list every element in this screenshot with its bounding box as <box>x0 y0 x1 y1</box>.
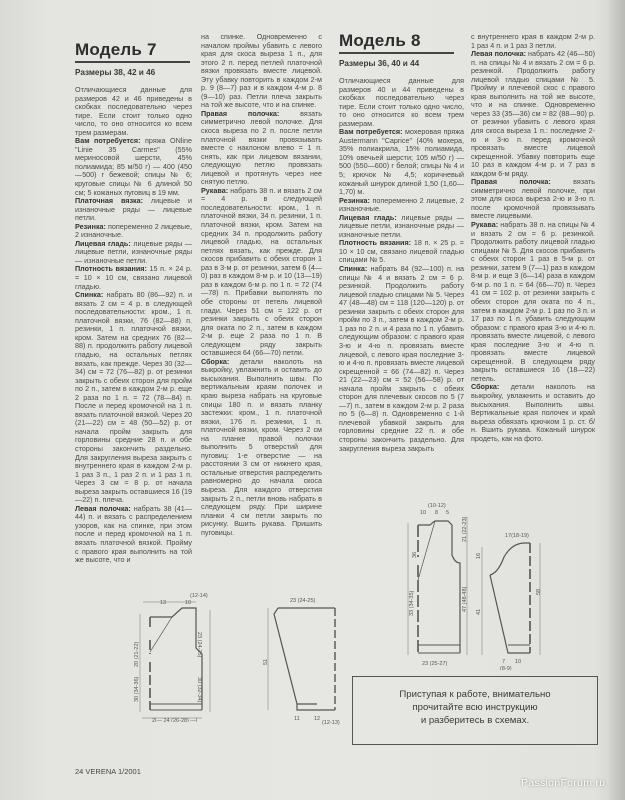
svg-text:23 (24-25): 23 (24-25) <box>290 598 316 604</box>
model8-back: Спинка: набрать 84 (92—100) п. на спицы № 4 и вязать 2 см = 6 р. резинкой. Продолжить работу лицевой гладью спицами № 5. Через 47 (48—48) см = 118 (120—120) р. от резинки закрыть с обеих сторон для пройм по 3 п., затем в каждом 2-м р. 1 раз по 2 п. и 4 раза по 1 п. убавить следующим образом: с правого края 3-ю и 4-ю п. провязать вместе лицевой, с левого края последние 3-ю и 4-ю п. провязать вместе лицевой скрещенной = 66 (74—82) п. Через 21 (22—23) см = 52 (56—58) р. от начала пройм закрыть с обеих сторон для плечевых скосов по 5 (7—7) п., затем в каждом 2-м р. 2 раза по 5 (6—8) п. Одновременно с 1-й плечевой убавкой закрыть для горловины средние 22 п. и обе стороны закончить раздельно. Для закругления выреза закрыть <box>339 264 464 453</box>
model8-stockinette: Лицевая гладь: лицевые ряды — лицевые петли, изнаночные ряды — изнаночные петли. <box>339 212 464 239</box>
model7-sizes: Размеры 38, 42 и 46 <box>75 68 156 77</box>
model7-column-2 <box>201 33 322 537</box>
svg-text:10: 10 <box>515 659 522 665</box>
model7-sleeve-diagram <box>268 608 340 710</box>
model7-gauge: Плотность вязания: 15 п. × 24 р. = 10 × 10 см, связано лицевой гладью. <box>75 264 192 291</box>
page-edge-shadow <box>609 0 625 800</box>
svg-text:23 (24-25): 23 (24-25) <box>196 632 202 658</box>
svg-text:10: 10 <box>185 600 192 606</box>
model7-right-front: Правая полочка: вязать симметрично левой полочке. Для скоса выреза по 2 п. после петли платочной вязки провязывать вместе с наклоном влево = 1 п. снять, как при лицевом вязании, следующую петлю провязать лицевой и протянуть через нее снятую петлю. <box>201 108 322 187</box>
model7-title: Модель 7 <box>75 40 157 59</box>
svg-text:10: 10 <box>420 510 427 516</box>
svg-text:51: 51 <box>263 658 269 665</box>
svg-text:7: 7 <box>502 659 506 665</box>
model7-stockinette: Лицевая гладь: лицевые ряды — лицевые петли, изнаночные ряды — изнаночные петли. <box>75 238 192 265</box>
svg-text:12: 12 <box>314 716 321 722</box>
model8-sleeves: Рукава: набрать 38 п. на спицы № 4 и вязать 2 см = 6 р. резинкой. Продолжить работу лицевой гладью спицами № 5. Для скосов прибавить с обеих сторон 1 раз в 5-м р. от резинки, затем 9 (7—1) раз в каждом 8-м р. и еще 3 (6—14) раза в каждом 6-м р. по 1 п. = 64 (66—70) п. Через 41 см = 102 р. от резинки закрыть с обеих сторон для оката по 4 п., затем в каждом 2-м р. 1 раз по 3 п. и 17 раз по 1 п. убавить следующим образом: с правого края 3-ю и 4-ю п. провязать вместе лицевой, с левого края последние 3-ю и 4-ю п. провязать вместе лицевой скрещенной. В следующем ряду закрыть оставшиеся 16 (18—22) петель. <box>471 220 595 383</box>
instructions-notice-box <box>352 676 598 745</box>
model8-assembly: Сборка: детали наколоть на выкройку, увлажнить и оставить до высыхания. Выполнить швы. Вертикальные края полочек и край выреза обвязать крючком 1 р. ст. б/н. Вшить рукава. Кожаный шнурок продеть, как на фото. <box>471 382 595 443</box>
svg-text:16: 16 <box>476 552 482 559</box>
svg-text:11: 11 <box>294 716 300 722</box>
model7-column-1 <box>75 86 192 565</box>
model8-front-diagram <box>408 517 467 655</box>
model8-back-cont: с внутреннего края в каждом 2-м р. 1 раз 4 п. и 1 раз 3 петли. <box>471 32 595 50</box>
model8-sleeve-diagram <box>482 543 540 655</box>
model7-garter-stitch: Платочная вязка: лицевые и изнаночные ряды — лицевые петли. <box>75 196 193 223</box>
svg-text:41: 41 <box>476 608 482 615</box>
svg-text:13: 13 <box>160 600 167 606</box>
model8-title: Модель 8 <box>339 31 421 50</box>
notice-line-3: и разберитесь в схемах. <box>420 715 530 726</box>
model7-schema <box>130 592 340 726</box>
svg-text:(12-14): (12-14) <box>190 593 208 599</box>
model7-sleeve-sub-label: (12-13) <box>322 720 340 726</box>
model7-intro: Отличающиеся данные для размеров 42 и 46 приведены в скобках последовательно через тире. Если стоит только одно число, то оно относится ко всем трем размерам. <box>75 85 192 137</box>
model8-rib: Резинка: попеременно 2 лицевые, 2 изнаночные. <box>339 195 464 214</box>
page-footer: 24 VERENA 1/2001 <box>75 767 141 776</box>
model7-assembly: Сборка: детали наколоть на выкройку, увлажнить и оставить до высыхания. Выполнить швы. По вертикальным краям полочек и краю выреза набрать на круговые спицы 180 п. и вязать планку застежки: кром., 1 п. платочной вязки, 176 п. резинки, 1 п. платочной вязки, кром. Через 2 см на планке правой полочки выполнить 5 отверстий для пуговиц: 1-е отверстие — на расстоянии 3 см от нижнего края, остальные отверстия распределить равномерно до начала скоса выреза. Для каждого отверстия закрыть 2 п., петли вновь набрать в следующем ряду. При ширине планки 4 см петли закрыть по рисунку. Вшить рукава. Пришить пуговицы. <box>201 356 322 537</box>
model8-right-front: Правая полочка: вязать симметрично левой полочке, при этом для скоса выреза 2-ю и 3-ю п. после кромочной провязывать вместе лицевыми. <box>471 177 595 221</box>
model8-materials: Вам потребуется: мохеровая пряжа Austermann "Caprice" (40% мохера, 35% полиакрила, 15% полиамида, 10% овечьей шерсти; 105 м/50 г) — 500 (550—600) г белой; спицы № 4 и 5; крючок № 4,5; коричневый кожаный шнурок длиной 1,50 (1,60—1,70) м. <box>339 127 464 197</box>
model7-rib: Резинка: попеременно 2 лицевые, 2 изнаночные. <box>75 221 192 240</box>
svg-text:58: 58 <box>536 588 542 595</box>
svg-text:2|— 24 (26-28) —|: 2|— 24 (26-28) —| <box>152 718 198 722</box>
model8-column-2 <box>471 33 595 443</box>
svg-text:30 (32-34): 30 (32-34) <box>196 677 202 703</box>
svg-text:5: 5 <box>446 510 450 516</box>
model8-sizes: Размеры 36, 40 и 44 <box>339 59 420 68</box>
model8-column-1 <box>339 77 464 453</box>
svg-text:33 (34-35): 33 (34-35) <box>409 590 415 616</box>
svg-text:30 (34-36): 30 (34-36) <box>134 676 140 702</box>
model7-sleeves: Рукава: набрать 38 п. и вязать 2 см = 4 р. в следующей последовательности: кром., 1 п. платочной вязки, 34 п. резинки, 1 п. платочной вязки, кром. Затем на средних 34 п. продолжить работу лицевой гладью, на остальных петлях вязать, как прежде. Для скосов прибавить с обеих сторон 1 раз в 3-м р. от резинки, затем 6 (4—0) раз в каждом 8-м р. и 10 (13—19) раз в каждом 6-м р. по 1 п. = 72 (74—78) п. Прибавки выполнять по обе стороны от петель лицевой глади. Через 51 см = 122 р. от резинки закрыть с обеих сторон для оката по 2 п., затем в каждом 2-м р. еще 2 раза по 1 п. В следующем ряду закрыть оставшиеся 64 (66—70) петли. <box>201 185 322 358</box>
svg-text:21 (22-23): 21 (22-23) <box>462 516 468 542</box>
svg-text:36: 36 <box>412 551 418 558</box>
svg-text:47 (48-48): 47 (48-48) <box>462 586 468 612</box>
model7-left-front-cont: на спинке. Одновременно с началом проймы убавить с левого края для скоса выреза 1 п., для этого 2 п. перед петлей платочной вязки провязать вместе лицевой. Эту убавку повторить в каждом 2-м р. 9 (8—7) раз и в каждом 4-м р. 8 (9—10) раз. Петли плеча закрыть на той же высоте, что и на спинке. <box>201 32 322 110</box>
svg-text:8: 8 <box>435 510 439 516</box>
model7-title-rule <box>75 61 190 63</box>
svg-text:17(18-19): 17(18-19) <box>505 533 529 539</box>
model7-left-front: Левая полочка: набрать 38 (41—44) п. и вязать с распределением узоров, как на спинке, при этом после и перед кромочной на 1 п. вязать платочной вязкой. Пройму с правого края выполнить на той же высоте, что и <box>75 503 192 565</box>
model8-intro: Отличающиеся данные для размеров 40 и 44 приведены в скобках последовательно через тире. Если стоит только одно число, то оно относится ко всем трем размерам. <box>339 76 464 128</box>
notice-line-2: прочитайте всю инструкцию <box>412 702 538 713</box>
model8-gauge: Плотность вязания: 18 п. × 25 р. = 10 × 10 см, связано лицевой гладью спицами № 5. <box>339 238 464 265</box>
model7-back: Спинка: набрать 80 (86—92) п. и вязать 2 см = 4 р. в следующей последовательности: кром., 1 п. платочной вязки, 76 (82—88) п. резинки, 1 п. платочной вязки, кром. Затем на средних 76 (82—88) п. продолжить работу лицевой гладью, на остальных петлях вязать, как прежде. Через 30 (32—34) см = 72 (76—82) р. от резинки закрыть с обеих сторон для пройм по 2 п., затем в каждом 2-м р. еще 2 раза по 1 п. = 72 (78—84) п. После и перед кромочной на 1 п. вязать платочной вязкой. Через 20 (21—22) см = 48 (50—52) р. от начала пройм закрыть для горловины средние 28 п. и обе стороны закончить раздельно. Для закругления выреза закрыть с внутреннего края в каждом 2-м р. 1 раз 3 п., 1 раз 2 п. и 1 раз 1 п. Через 3 см = 8 р. от начала выреза закрыть оставшиеся 16 (19—22) п. плеча. <box>75 290 193 505</box>
svg-text:(10-12): (10-12) <box>428 503 446 509</box>
model8-schema <box>400 495 600 670</box>
notice-line-1: Приступая к работе, внимательно <box>399 689 551 700</box>
model8-left-front: Левая полочка: набрать 42 (46—50) п. на спицы № 4 и вязать 2 см = 6 р. резинкой. Продолжить работу лицевой гладью спицами № 5. Пройму и плечевой скос с правого края выполнить на той же высоте, что и на спинке. Одновременно через 33 (35—36) см = 82 (88—90) р. от резинки убавить с левого края для скоса выреза 1 п.: последние 2-ю и 3-ю п. перед кромочной провязать вместе лицевой скрещенной. Убавку повторить еще 10 раз в каждом 4-м р. и 7 раз в каждом 6-м ряду. <box>471 49 595 178</box>
svg-text:23 (25-27): 23 (25-27) <box>422 661 448 667</box>
model8-title-rule <box>339 52 454 54</box>
svg-text:20 (21-22): 20 (21-22) <box>134 641 140 667</box>
model7-materials: Вам потребуется: пряжа ONline "Linie 35 Carmes" (55% мериносовой шерсти, 45% полиамида; 85 м/50 г) — 400 (450—500) г бежевой; спицы № 6; круговые спицы № 6 длиной 50 см; 5 кожаных пуговиц в 19 мм. <box>75 136 192 197</box>
watermark: PassionForum.ru <box>521 777 606 789</box>
svg-text:(8-9): (8-9) <box>500 666 512 670</box>
